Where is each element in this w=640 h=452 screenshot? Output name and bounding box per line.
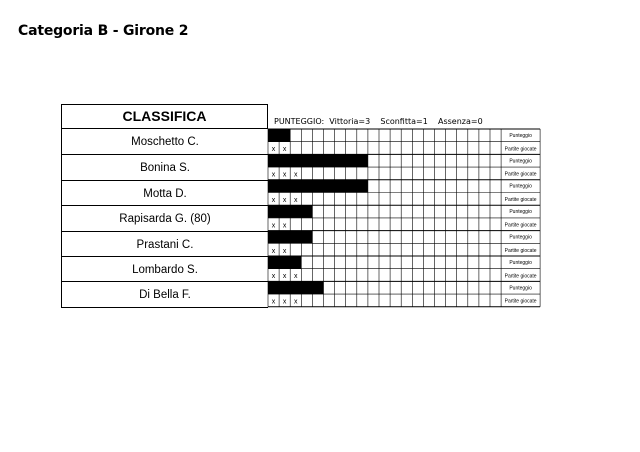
points-row-label: Punteggio <box>509 209 532 216</box>
points-row-label: Punteggio <box>509 285 532 292</box>
game-played-mark: x <box>271 146 276 154</box>
game-played-mark: x <box>294 171 298 179</box>
points-row-label: Punteggio <box>509 158 532 165</box>
game-played-mark: x <box>271 298 276 306</box>
player-name: Prastani C. <box>62 231 268 256</box>
scoring-legend: PUNTEGGIO: Vittoria=3 Sconfitta=1 Assenza=0 <box>274 117 483 126</box>
games-row-label: Partite giocate <box>504 273 537 280</box>
player-name: Di Bella F. <box>62 281 268 306</box>
points-bar <box>268 281 324 294</box>
game-played-mark: x <box>282 247 287 255</box>
game-played-mark: x <box>271 273 276 281</box>
points-bar <box>268 154 368 167</box>
player-name: Moschetto C. <box>131 136 199 148</box>
games-row-label: Partite giocate <box>504 247 537 254</box>
game-played-mark: x <box>294 298 298 306</box>
points-row-label: Punteggio <box>509 259 532 266</box>
points-row-label: Punteggio <box>509 234 532 241</box>
game-played-mark: x <box>282 171 287 179</box>
points-row-label: Punteggio <box>509 132 532 139</box>
game-played-mark: x <box>282 298 287 306</box>
player-name: Rapisarda G. (80) <box>62 205 268 230</box>
page-title: Categoria B - Girone 2 <box>18 23 189 39</box>
games-row-label: Partite giocate <box>504 171 537 178</box>
player-name: Lombardo S. <box>62 256 268 281</box>
points-row-label: Punteggio <box>509 183 532 190</box>
game-played-mark: x <box>294 273 298 281</box>
game-played-mark: x <box>271 222 276 230</box>
player-name: Motta D. <box>62 180 268 205</box>
game-played-mark: x <box>282 197 287 205</box>
games-row-label: Partite giocate <box>504 197 537 204</box>
games-row-label: Partite giocate <box>504 146 537 153</box>
game-played-mark: x <box>282 222 287 230</box>
points-bar <box>268 256 301 269</box>
game-played-mark: x <box>271 171 276 179</box>
game-played-mark: x <box>282 273 287 281</box>
game-played-mark: x <box>271 197 276 205</box>
games-row-label: Partite giocate <box>504 222 537 229</box>
game-played-mark: x <box>282 146 287 154</box>
classifica-title: CLASSIFICA <box>61 104 268 129</box>
game-played-mark: x <box>271 247 276 255</box>
game-played-mark: x <box>294 197 298 205</box>
player-name: Bonina S. <box>62 154 268 179</box>
games-row-label: Partite giocate <box>504 298 537 305</box>
points-bar <box>268 180 368 193</box>
